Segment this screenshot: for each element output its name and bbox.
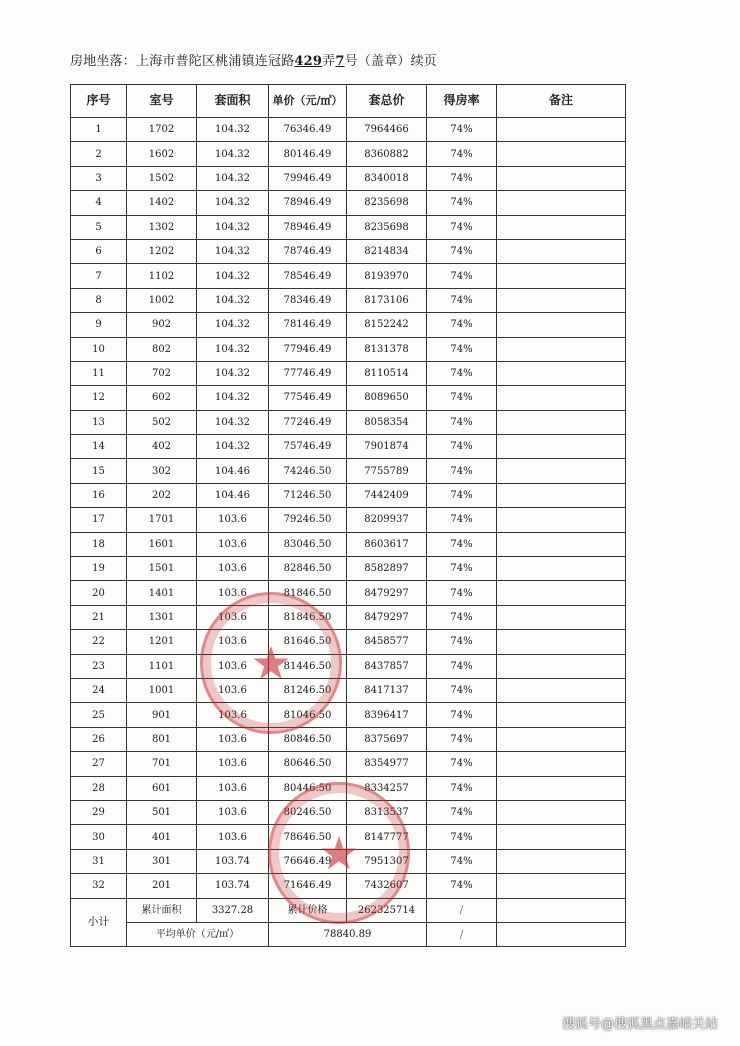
table-row — [71, 752, 626, 776]
lane-number: 429 — [294, 54, 323, 69]
cell-unit-price: 78946.49 — [269, 191, 347, 215]
cell-area: 103.6 — [197, 605, 269, 629]
cell-efficiency: 74% — [427, 800, 497, 824]
address-header — [70, 50, 437, 69]
cell-seq: 19 — [71, 557, 127, 581]
cell-total-price: 8354977 — [347, 752, 427, 776]
cell-remarks — [497, 118, 626, 142]
table-row — [71, 727, 626, 751]
cell-area: 103.6 — [197, 508, 269, 532]
cell-efficiency: 74% — [427, 264, 497, 288]
cell-remarks — [497, 508, 626, 532]
cell-area: 104.32 — [197, 142, 269, 166]
cell-unit-price: 83046.50 — [269, 532, 347, 556]
cell-efficiency: 74% — [427, 630, 497, 654]
cell-remarks — [497, 532, 626, 556]
cell-seq: 1 — [71, 118, 127, 142]
table-row — [71, 264, 626, 288]
cell-remarks — [497, 313, 626, 337]
cell-unit-price: 74246.50 — [269, 459, 347, 483]
cell-room: 701 — [127, 752, 197, 776]
cell-total-price: 8340018 — [347, 166, 427, 190]
cell-remarks — [497, 288, 626, 312]
cell-unit-price: 77946.49 — [269, 337, 347, 361]
cell-efficiency: 74% — [427, 776, 497, 800]
cell-remarks — [497, 703, 626, 727]
address-mid: 弄 — [322, 54, 336, 69]
cell-total-price: 8582897 — [347, 557, 427, 581]
cell-unit-price: 71246.50 — [269, 483, 347, 507]
table-row — [71, 825, 626, 849]
cell-seq: 5 — [71, 215, 127, 239]
cell-total-price: 8396417 — [347, 703, 427, 727]
cell-total-price: 8334257 — [347, 776, 427, 800]
cell-room: 1302 — [127, 215, 197, 239]
cell-unit-price: 78946.49 — [269, 215, 347, 239]
cell-area: 103.6 — [197, 630, 269, 654]
cell-efficiency: 74% — [427, 703, 497, 727]
cell-unit-price: 80846.50 — [269, 727, 347, 751]
cell-efficiency: 74% — [427, 361, 497, 385]
cell-efficiency: 74% — [427, 239, 497, 263]
cell-room: 602 — [127, 386, 197, 410]
cell-total-price: 7951307 — [347, 849, 427, 873]
cell-room: 1202 — [127, 239, 197, 263]
cell-seq: 2 — [71, 142, 127, 166]
slash-mark: / — [427, 922, 497, 946]
cell-seq: 17 — [71, 508, 127, 532]
cell-total-price: 8209937 — [347, 508, 427, 532]
seal-star-icon: ★ — [250, 636, 292, 690]
cell-efficiency: 74% — [427, 874, 497, 898]
cell-unit-price: 77746.49 — [269, 361, 347, 385]
cell-room: 201 — [127, 874, 197, 898]
cell-remarks — [497, 581, 626, 605]
cell-unit-price: 81246.50 — [269, 678, 347, 702]
cell-efficiency: 74% — [427, 386, 497, 410]
cell-area: 103.74 — [197, 849, 269, 873]
cell-remarks — [497, 239, 626, 263]
cell-area: 104.32 — [197, 337, 269, 361]
cell-remarks — [497, 727, 626, 751]
cell-unit-price: 78146.49 — [269, 313, 347, 337]
cell-room: 202 — [127, 483, 197, 507]
cell-total-price: 8458577 — [347, 630, 427, 654]
cell-room: 1102 — [127, 264, 197, 288]
cell-remarks — [497, 654, 626, 678]
cell-remarks — [497, 191, 626, 215]
cell-remarks — [497, 630, 626, 654]
cell-remarks — [497, 215, 626, 239]
cell-efficiency: 74% — [427, 459, 497, 483]
table-row — [71, 483, 626, 507]
cell-seq: 6 — [71, 239, 127, 263]
table-row — [71, 288, 626, 312]
cell-area: 103.6 — [197, 776, 269, 800]
cell-area: 103.6 — [197, 825, 269, 849]
cell-room: 702 — [127, 361, 197, 385]
cell-room: 401 — [127, 825, 197, 849]
cell-seq: 32 — [71, 874, 127, 898]
cell-unit-price: 80446.50 — [269, 776, 347, 800]
cell-seq: 12 — [71, 386, 127, 410]
cell-unit-price: 81046.50 — [269, 703, 347, 727]
cumulative-area-value: 3327.28 — [197, 898, 269, 922]
cell-total-price: 8360882 — [347, 142, 427, 166]
table-row — [71, 630, 626, 654]
cell-remarks — [497, 337, 626, 361]
cell-total-price: 8152242 — [347, 313, 427, 337]
watermark-text: 搜狐号@搜狐黑点嘉峪关站 — [561, 1017, 718, 1032]
cell-efficiency: 74% — [427, 288, 497, 312]
table-row — [71, 654, 626, 678]
cell-seq: 28 — [71, 776, 127, 800]
cell-remarks — [497, 166, 626, 190]
cell-remarks — [497, 435, 626, 459]
cumulative-area-label: 累计面积 — [127, 898, 197, 922]
col-header-total-price: 套总价 — [347, 85, 427, 118]
cell-efficiency: 74% — [427, 532, 497, 556]
cell-room: 501 — [127, 800, 197, 824]
cell-unit-price: 75746.49 — [269, 435, 347, 459]
cell-total-price: 8110514 — [347, 361, 427, 385]
table-row — [71, 678, 626, 702]
table-row — [71, 459, 626, 483]
cell-area: 104.32 — [197, 191, 269, 215]
address-prefix: 房地坐落：上海市普陀区桃浦镇连冠路 — [70, 54, 295, 69]
cell-unit-price: 76646.49 — [269, 849, 347, 873]
table-row — [71, 557, 626, 581]
cell-unit-price: 80146.49 — [269, 142, 347, 166]
cell-area: 103.6 — [197, 800, 269, 824]
cell-room: 402 — [127, 435, 197, 459]
subtotal-remarks — [497, 922, 626, 946]
cell-efficiency: 74% — [427, 557, 497, 581]
cell-total-price: 7755789 — [347, 459, 427, 483]
cell-remarks — [497, 483, 626, 507]
table-row — [71, 191, 626, 215]
address-suffix: 号（盖章）续页 — [344, 54, 438, 69]
table-row — [71, 874, 626, 898]
slash-mark: / — [427, 898, 497, 922]
cell-remarks — [497, 142, 626, 166]
table-row — [71, 776, 626, 800]
cell-total-price: 8479297 — [347, 605, 427, 629]
cumulative-price-value: 262325714 — [347, 898, 427, 922]
cell-room: 1402 — [127, 191, 197, 215]
table-row — [71, 142, 626, 166]
cell-room: 1702 — [127, 118, 197, 142]
cell-remarks — [497, 264, 626, 288]
cell-seq: 21 — [71, 605, 127, 629]
cell-seq: 29 — [71, 800, 127, 824]
cell-total-price: 8313537 — [347, 800, 427, 824]
cell-area: 103.6 — [197, 678, 269, 702]
cell-total-price: 8058354 — [347, 410, 427, 434]
cell-seq: 23 — [71, 654, 127, 678]
cell-unit-price: 76346.49 — [269, 118, 347, 142]
cell-seq: 13 — [71, 410, 127, 434]
cell-efficiency: 74% — [427, 581, 497, 605]
table-row — [71, 532, 626, 556]
cell-total-price: 8479297 — [347, 581, 427, 605]
cell-efficiency: 74% — [427, 849, 497, 873]
cell-unit-price: 79946.49 — [269, 166, 347, 190]
cell-area: 103.6 — [197, 654, 269, 678]
cell-efficiency: 74% — [427, 215, 497, 239]
cell-room: 1201 — [127, 630, 197, 654]
cell-area: 103.6 — [197, 727, 269, 751]
cell-total-price: 7901874 — [347, 435, 427, 459]
col-header-efficiency: 得房率 — [427, 85, 497, 118]
cell-area: 104.32 — [197, 435, 269, 459]
cell-remarks — [497, 849, 626, 873]
cell-seq: 25 — [71, 703, 127, 727]
cell-area: 104.32 — [197, 410, 269, 434]
subtotal-label: 小计 — [71, 898, 127, 947]
cell-area: 104.32 — [197, 313, 269, 337]
building-number: 7 — [335, 54, 345, 69]
cell-room: 901 — [127, 703, 197, 727]
cell-room: 1602 — [127, 142, 197, 166]
cell-total-price: 7442409 — [347, 483, 427, 507]
cell-remarks — [497, 752, 626, 776]
cell-efficiency: 74% — [427, 654, 497, 678]
cell-area: 104.46 — [197, 483, 269, 507]
cell-unit-price: 82846.50 — [269, 557, 347, 581]
cell-room: 302 — [127, 459, 197, 483]
cell-efficiency: 74% — [427, 142, 497, 166]
cell-room: 1101 — [127, 654, 197, 678]
cell-seq: 4 — [71, 191, 127, 215]
cell-remarks — [497, 874, 626, 898]
cell-room: 301 — [127, 849, 197, 873]
cell-efficiency: 74% — [427, 313, 497, 337]
cell-room: 802 — [127, 337, 197, 361]
cell-room: 601 — [127, 776, 197, 800]
cell-seq: 30 — [71, 825, 127, 849]
cell-seq: 27 — [71, 752, 127, 776]
subtotal-remarks — [497, 898, 626, 922]
cell-area: 104.32 — [197, 288, 269, 312]
cell-remarks — [497, 557, 626, 581]
cell-total-price: 8089650 — [347, 386, 427, 410]
cell-efficiency: 74% — [427, 752, 497, 776]
cell-remarks — [497, 459, 626, 483]
cell-unit-price: 81846.50 — [269, 605, 347, 629]
table-row — [71, 215, 626, 239]
cell-room: 1701 — [127, 508, 197, 532]
cell-remarks — [497, 825, 626, 849]
cell-total-price: 8235698 — [347, 191, 427, 215]
table-row — [71, 118, 626, 142]
cell-remarks — [497, 410, 626, 434]
table-row — [71, 800, 626, 824]
table-header-row — [71, 85, 626, 118]
cell-area: 104.32 — [197, 215, 269, 239]
cell-room: 902 — [127, 313, 197, 337]
cell-seq: 7 — [71, 264, 127, 288]
cell-efficiency: 74% — [427, 483, 497, 507]
cell-unit-price: 80646.50 — [269, 752, 347, 776]
cell-room: 1501 — [127, 557, 197, 581]
cell-unit-price: 77246.49 — [269, 410, 347, 434]
cell-total-price: 8375697 — [347, 727, 427, 751]
table-row — [71, 361, 626, 385]
average-price-label: 平均单价（元/㎡） — [127, 922, 269, 946]
table-row — [71, 166, 626, 190]
cell-remarks — [497, 678, 626, 702]
cell-area: 103.6 — [197, 532, 269, 556]
cell-room: 1301 — [127, 605, 197, 629]
col-header-seq: 序号 — [71, 85, 127, 118]
cell-unit-price: 81846.50 — [269, 581, 347, 605]
cell-efficiency: 74% — [427, 118, 497, 142]
cell-room: 1002 — [127, 288, 197, 312]
cell-area: 103.6 — [197, 752, 269, 776]
cell-efficiency: 74% — [427, 508, 497, 532]
cell-efficiency: 74% — [427, 337, 497, 361]
col-header-remarks: 备注 — [497, 85, 626, 118]
cell-room: 1601 — [127, 532, 197, 556]
cell-unit-price: 71646.49 — [269, 874, 347, 898]
cell-total-price: 7964466 — [347, 118, 427, 142]
cell-efficiency: 74% — [427, 678, 497, 702]
cell-total-price: 8147777 — [347, 825, 427, 849]
cell-seq: 26 — [71, 727, 127, 751]
col-header-area: 套面积 — [197, 85, 269, 118]
subtotal-row-2 — [71, 922, 626, 946]
cell-unit-price: 81446.50 — [269, 654, 347, 678]
cell-seq: 15 — [71, 459, 127, 483]
cell-total-price: 8437857 — [347, 654, 427, 678]
cell-unit-price: 78346.49 — [269, 288, 347, 312]
table-row — [71, 386, 626, 410]
cumulative-price-label: 累计价格 — [269, 898, 347, 922]
cell-efficiency: 74% — [427, 605, 497, 629]
cell-room: 1401 — [127, 581, 197, 605]
cell-total-price: 8131378 — [347, 337, 427, 361]
cell-total-price: 8417137 — [347, 678, 427, 702]
cell-area: 103.6 — [197, 703, 269, 727]
cell-efficiency: 74% — [427, 727, 497, 751]
cell-room: 801 — [127, 727, 197, 751]
cell-area: 104.32 — [197, 166, 269, 190]
table-row — [71, 435, 626, 459]
cell-efficiency: 74% — [427, 410, 497, 434]
cell-efficiency: 74% — [427, 166, 497, 190]
cell-efficiency: 74% — [427, 191, 497, 215]
cell-seq: 20 — [71, 581, 127, 605]
cell-area: 104.32 — [197, 361, 269, 385]
cell-total-price: 8603617 — [347, 532, 427, 556]
cell-total-price: 8193970 — [347, 264, 427, 288]
cell-seq: 24 — [71, 678, 127, 702]
cell-area: 104.32 — [197, 264, 269, 288]
cell-efficiency: 74% — [427, 825, 497, 849]
cell-seq: 31 — [71, 849, 127, 873]
table-row — [71, 508, 626, 532]
cell-total-price: 8235698 — [347, 215, 427, 239]
table-row — [71, 239, 626, 263]
table-row — [71, 410, 626, 434]
average-price-value: 78840.89 — [269, 922, 427, 946]
price-table — [70, 84, 626, 947]
cell-seq: 10 — [71, 337, 127, 361]
cell-area: 103.6 — [197, 581, 269, 605]
cell-remarks — [497, 361, 626, 385]
cell-unit-price: 79246.50 — [269, 508, 347, 532]
cell-room: 1001 — [127, 678, 197, 702]
subtotal-row-1 — [71, 898, 626, 922]
cell-seq: 9 — [71, 313, 127, 337]
cell-seq: 22 — [71, 630, 127, 654]
cell-seq: 16 — [71, 483, 127, 507]
cell-remarks — [497, 386, 626, 410]
cell-unit-price: 78646.50 — [269, 825, 347, 849]
cell-area: 104.32 — [197, 118, 269, 142]
cell-seq: 3 — [71, 166, 127, 190]
table-row — [71, 313, 626, 337]
col-header-unit-price: 单价（元/㎡） — [269, 85, 347, 118]
col-header-room: 室号 — [127, 85, 197, 118]
cell-unit-price: 81646.50 — [269, 630, 347, 654]
table-row — [71, 703, 626, 727]
cell-remarks — [497, 800, 626, 824]
cell-total-price: 8173106 — [347, 288, 427, 312]
cell-total-price: 7432607 — [347, 874, 427, 898]
table-row — [71, 337, 626, 361]
cell-unit-price: 80246.50 — [269, 800, 347, 824]
cell-seq: 8 — [71, 288, 127, 312]
seal-star-icon: ★ — [318, 826, 360, 880]
cell-unit-price: 77546.49 — [269, 386, 347, 410]
cell-area: 104.32 — [197, 386, 269, 410]
cell-area: 103.74 — [197, 874, 269, 898]
table-row — [71, 849, 626, 873]
cell-unit-price: 78746.49 — [269, 239, 347, 263]
cell-seq: 14 — [71, 435, 127, 459]
cell-total-price: 8214834 — [347, 239, 427, 263]
table-row — [71, 605, 626, 629]
cell-remarks — [497, 776, 626, 800]
cell-unit-price: 78546.49 — [269, 264, 347, 288]
cell-room: 1502 — [127, 166, 197, 190]
cell-area: 104.32 — [197, 239, 269, 263]
cell-area: 103.6 — [197, 557, 269, 581]
cell-remarks — [497, 605, 626, 629]
cell-room: 502 — [127, 410, 197, 434]
table-row — [71, 581, 626, 605]
cell-seq: 11 — [71, 361, 127, 385]
cell-seq: 18 — [71, 532, 127, 556]
cell-area: 104.46 — [197, 459, 269, 483]
cell-efficiency: 74% — [427, 435, 497, 459]
